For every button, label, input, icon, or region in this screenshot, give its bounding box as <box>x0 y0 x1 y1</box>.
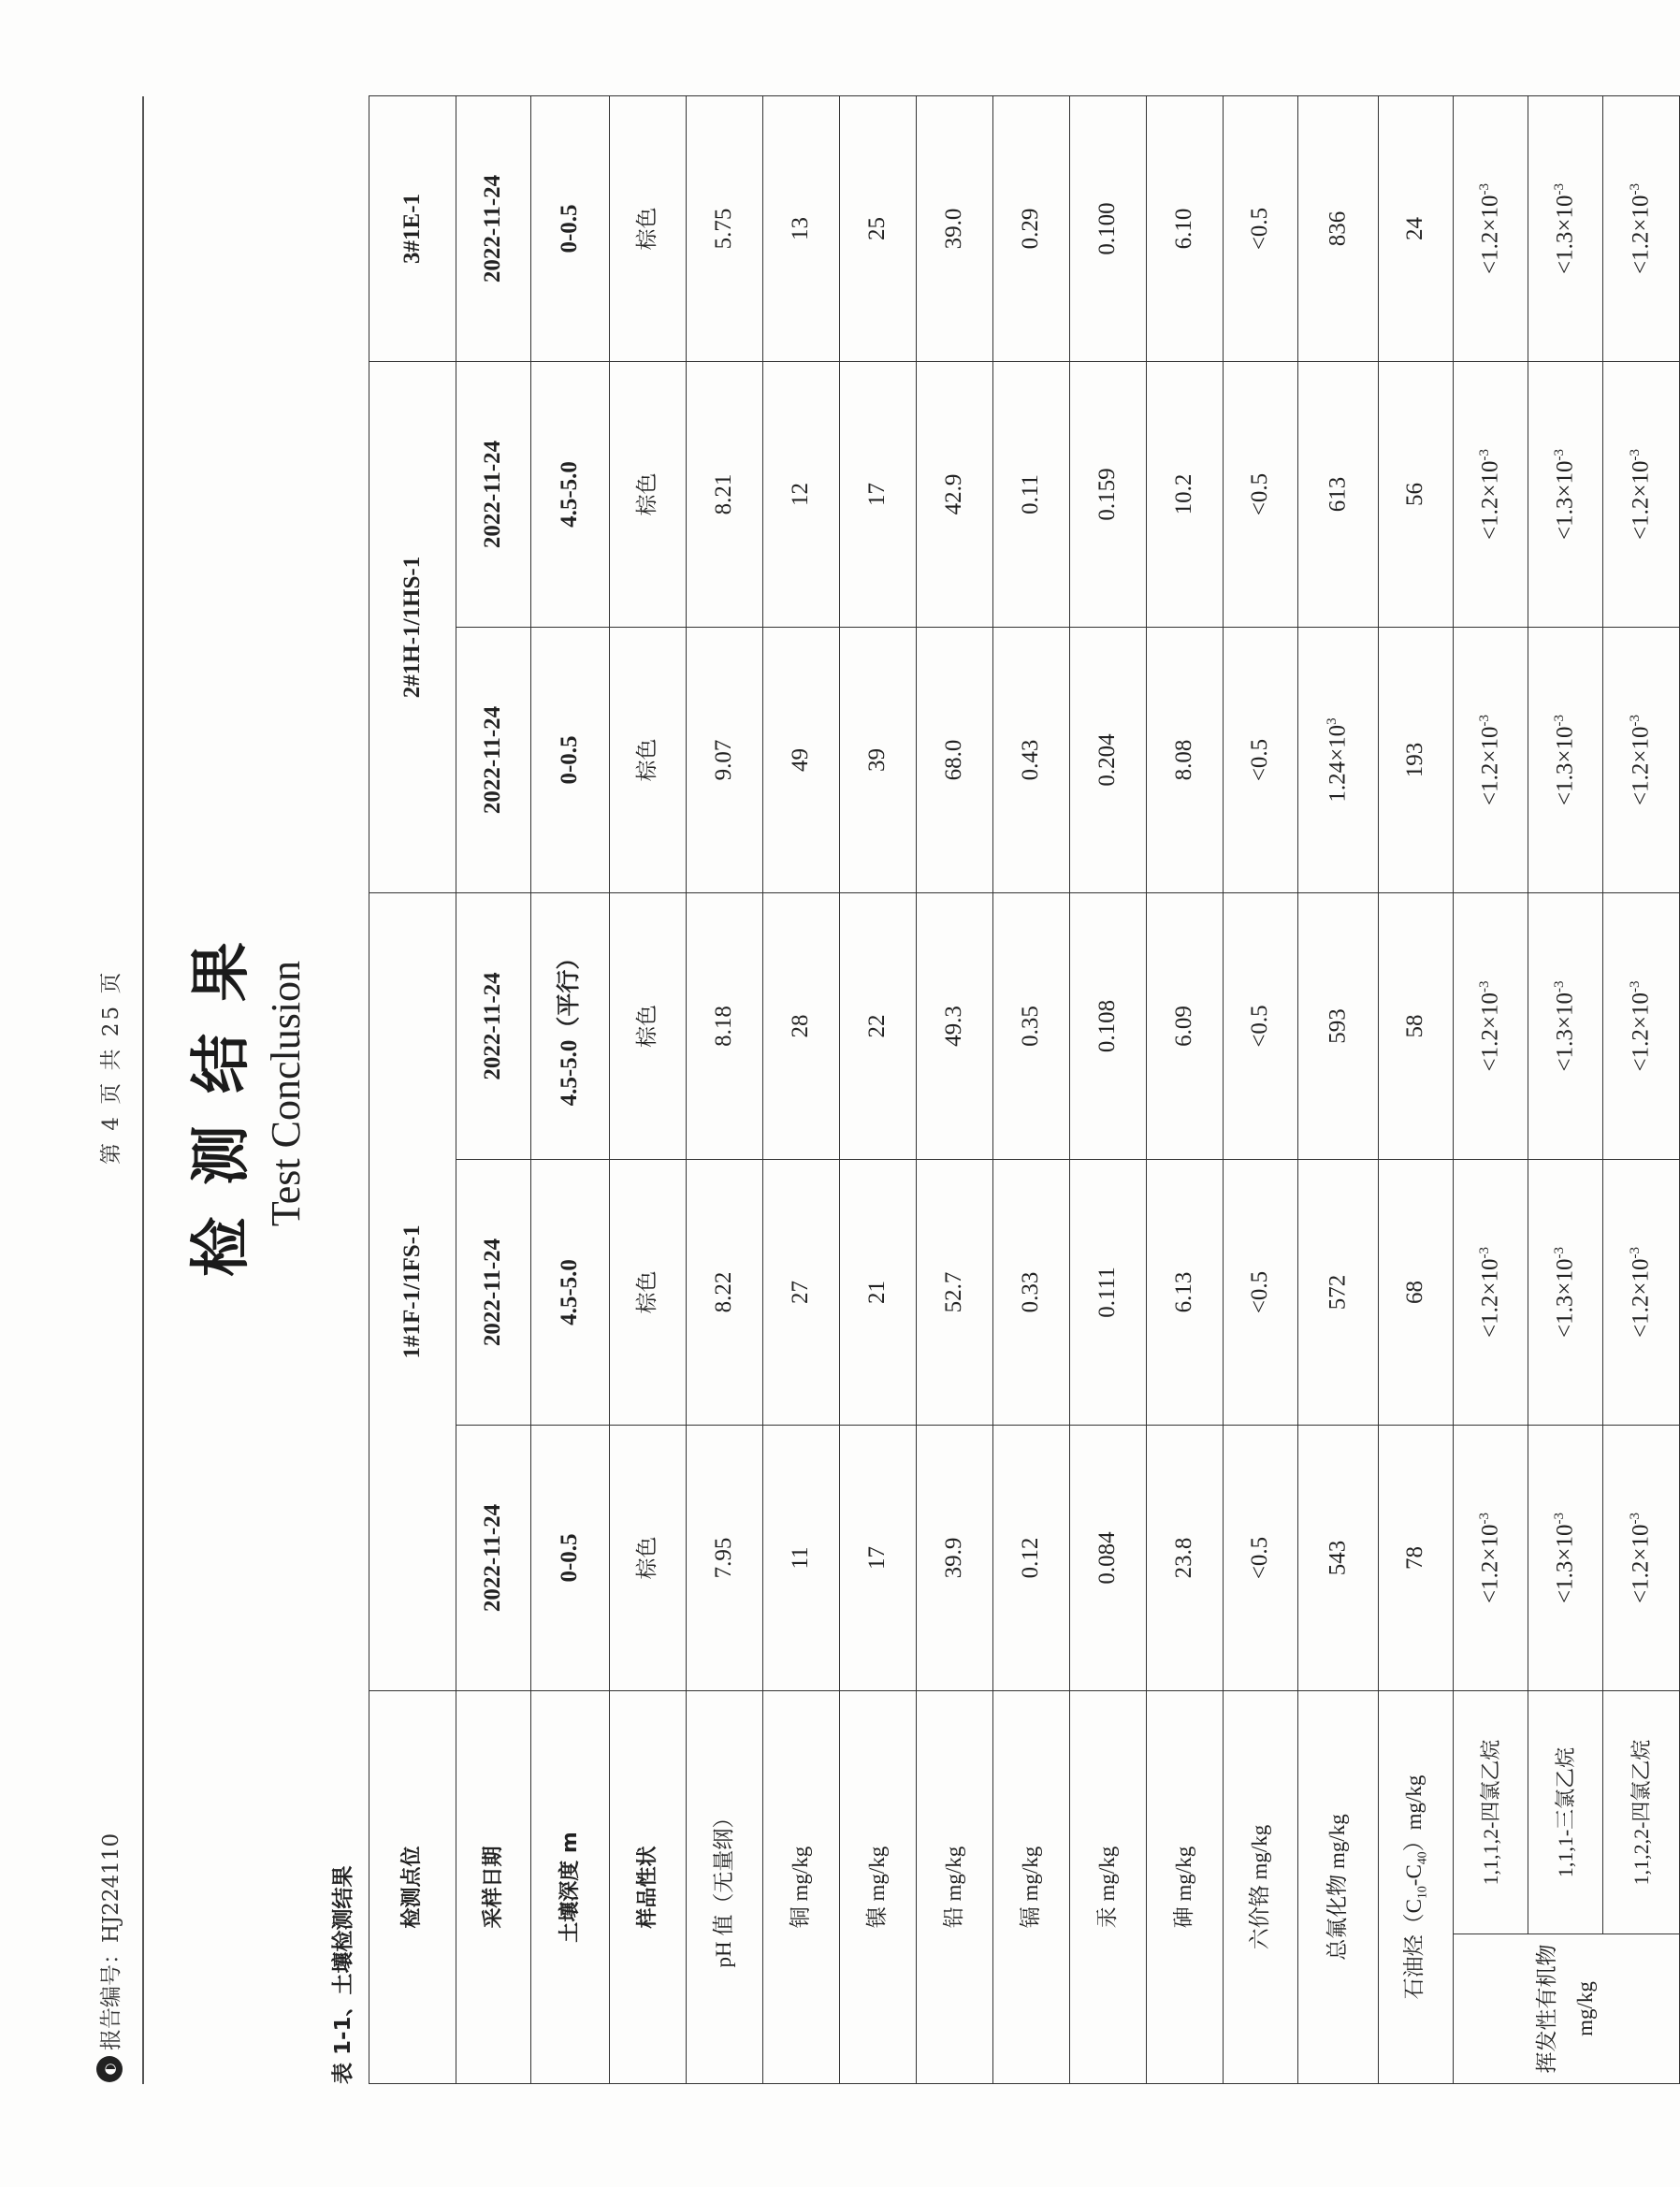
report-number <box>94 1833 124 2082</box>
cell-value: 49 <box>763 627 840 892</box>
table-row <box>1298 95 1379 2083</box>
cell-value: $<1.2\times 10^{-3}$ <box>1603 1425 1680 1690</box>
table-row <box>610 95 687 2083</box>
cell-value: 0.100 <box>1070 95 1147 361</box>
cell-value: 27 <box>763 1159 840 1425</box>
cell-value: 棕色 <box>610 627 687 892</box>
group-header: 3#1E-1 <box>369 95 456 361</box>
soil-results-table <box>369 95 1680 2084</box>
cell-value: $<1.2\times 10^{-3}$ <box>1603 1159 1680 1425</box>
report-number-text: 报告编号：HJ224110 <box>99 1832 123 2050</box>
cell-value: 58 <box>1379 892 1454 1159</box>
cell-value: 24 <box>1379 95 1454 361</box>
cell-value: $<1.2\times 10^{-3}$ <box>1603 361 1680 627</box>
row-label: 铅 mg/kg <box>917 1690 993 2083</box>
cell-value: 2022-11-24 <box>456 1159 531 1425</box>
cell-value: 23.8 <box>1147 1425 1224 1690</box>
cell-value: 17 <box>840 361 917 627</box>
table-row <box>917 95 993 2083</box>
table-row <box>1070 95 1147 2083</box>
group-header-label: 检测点位 <box>369 1690 456 2083</box>
cell-value: 棕色 <box>610 1159 687 1425</box>
cell-value: 0.12 <box>993 1425 1070 1690</box>
cell-value: 4.5-5.0 <box>531 361 610 627</box>
cell-value: 78 <box>1379 1425 1454 1690</box>
cell-value: <0.5 <box>1224 892 1298 1159</box>
cell-value: 52.7 <box>917 1159 993 1425</box>
cell-value: 2022-11-24 <box>456 627 531 892</box>
row-label: 六价铬 mg/kg <box>1224 1690 1298 2083</box>
table-row <box>1454 95 1528 2083</box>
row-label: 砷 mg/kg <box>1147 1690 1224 2083</box>
cell-value: 28 <box>763 892 840 1159</box>
cell-value: $<1.2\times 10^{-3}$ <box>1454 627 1528 892</box>
cell-value: 68.0 <box>917 627 993 892</box>
page-title: 检测结果 <box>186 910 256 1277</box>
row-label: 土壤深度 m <box>531 1690 610 2083</box>
cell-value: 2022-11-24 <box>456 95 531 361</box>
cell-value: 17 <box>840 1425 917 1690</box>
row-label: 1,1,1,2-四氯乙烷 <box>1454 1690 1528 1934</box>
cell-value: 11 <box>763 1425 840 1690</box>
cell-value: 9.07 <box>687 627 763 892</box>
cell-value: $<1.3\times 10^{-3}$ <box>1528 1425 1603 1690</box>
cell-value: $<1.2\times 10^{-3}$ <box>1603 892 1680 1159</box>
cell-value: 613 <box>1298 361 1379 627</box>
cell-value: $<1.3\times 10^{-3}$ <box>1528 95 1603 361</box>
table-row <box>1147 95 1224 2083</box>
cell-value: <0.5 <box>1224 361 1298 627</box>
row-label: 铜 mg/kg <box>763 1690 840 2083</box>
cell-value: $<1.3\times 10^{-3}$ <box>1528 892 1603 1159</box>
cell-value: <0.5 <box>1224 95 1298 361</box>
cell-value: 39.0 <box>917 95 993 361</box>
table-row <box>1603 95 1680 2083</box>
cell-value: 2022-11-24 <box>456 1425 531 1690</box>
cell-value: 4.5-5.0 <box>531 1159 610 1425</box>
group-header: 2#1H-1/1HS-1 <box>369 361 456 892</box>
row-label: pH 值（无量纲） <box>687 1690 763 2083</box>
cell-value: <0.5 <box>1224 1159 1298 1425</box>
cell-value: 68 <box>1379 1159 1454 1425</box>
cell-value: 8.18 <box>687 892 763 1159</box>
cell-value: 0-0.5 <box>531 627 610 892</box>
cell-value: $<1.3\times 10^{-3}$ <box>1528 361 1603 627</box>
table-caption: 表 1-1、土壤检测结果 <box>331 1865 355 2084</box>
cell-value: 0.29 <box>993 95 1070 361</box>
cell-value: 22 <box>840 892 917 1159</box>
cell-value: 2022-11-24 <box>456 892 531 1159</box>
cell-value: $<1.2\times 10^{-3}$ <box>1454 95 1528 361</box>
cell-value: 棕色 <box>610 95 687 361</box>
table-row <box>1528 95 1603 2083</box>
cell-value: 21 <box>840 1159 917 1425</box>
cell-value: 棕色 <box>610 892 687 1159</box>
cell-value: 0.35 <box>993 892 1070 1159</box>
cell-value: 0.43 <box>993 627 1070 892</box>
cell-value: 572 <box>1298 1159 1379 1425</box>
row-label: 镉 mg/kg <box>993 1690 1070 2083</box>
cell-value: 8.21 <box>687 361 763 627</box>
cell-value: 10.2 <box>1147 361 1224 627</box>
table-row <box>531 95 610 2083</box>
table-row <box>1224 95 1298 2083</box>
cell-value: 13 <box>763 95 840 361</box>
company-logo-icon: ◐ <box>96 2056 123 2082</box>
header-divider <box>142 96 144 2084</box>
voc-category-label: 挥发性有机物 mg/kg <box>1454 1934 1680 2084</box>
cell-value: $<1.2\times 10^{-3}$ <box>1454 1159 1528 1425</box>
cell-value: 0-0.5 <box>531 1425 610 1690</box>
group-header: 1#1F-1/1FS-1 <box>369 892 456 1690</box>
cell-value: $<1.2\times 10^{-3}$ <box>1454 361 1528 627</box>
cell-value: 0.084 <box>1070 1425 1147 1690</box>
row-label: 石油烃$(C_{10}-C_{40})mg/kg$ <box>1379 1690 1454 2083</box>
cell-value: $<1.3\times 10^{-3}$ <box>1528 1159 1603 1425</box>
cell-value: 12 <box>763 361 840 627</box>
cell-value: 39.9 <box>917 1425 993 1690</box>
row-label: 1,1,1-三氯乙烷 <box>1528 1690 1603 1934</box>
cell-value: 0.11 <box>993 361 1070 627</box>
cell-value: $<1.3\times 10^{-3}$ <box>1528 627 1603 892</box>
page-number: 第 4 页 共 25 页 <box>99 969 123 1165</box>
cell-value: 0.204 <box>1070 627 1147 892</box>
table-row <box>840 95 917 2083</box>
cell-value: $<1.2\times 10^{-3}$ <box>1454 1425 1528 1690</box>
cell-value: 42.9 <box>917 361 993 627</box>
cell-value: 8.22 <box>687 1159 763 1425</box>
cell-value: 8.08 <box>1147 627 1224 892</box>
row-label: 总氟化物 mg/kg <box>1298 1690 1379 2083</box>
cell-value: 6.10 <box>1147 95 1224 361</box>
cell-value: 4.5-5.0（平行） <box>531 892 610 1159</box>
cell-value: 49.3 <box>917 892 993 1159</box>
cell-value: 56 <box>1379 361 1454 627</box>
cell-value: 0.108 <box>1070 892 1147 1159</box>
cell-value: $<1.2\times 10^{-3}$ <box>1603 627 1680 892</box>
cell-value: 6.09 <box>1147 892 1224 1159</box>
cell-value: 棕色 <box>610 1425 687 1690</box>
table-row <box>993 95 1070 2083</box>
cell-value: 2022-11-24 <box>456 361 531 627</box>
row-label: 样品性状 <box>610 1690 687 2083</box>
cell-value: 6.13 <box>1147 1159 1224 1425</box>
row-label: 采样日期 <box>456 1690 531 2083</box>
cell-value: 棕色 <box>610 361 687 627</box>
cell-value: 7.95 <box>687 1425 763 1690</box>
row-label: 汞 mg/kg <box>1070 1690 1147 2083</box>
row-label: 镍 mg/kg <box>840 1690 917 2083</box>
table-row <box>763 95 840 2083</box>
cell-value: 0-0.5 <box>531 95 610 361</box>
cell-value: 0.33 <box>993 1159 1070 1425</box>
cell-value: 25 <box>840 95 917 361</box>
row-label: 1,1,2,2-四氯乙烷 <box>1603 1690 1680 1934</box>
cell-value: 0.111 <box>1070 1159 1147 1425</box>
cell-value: 593 <box>1298 892 1379 1159</box>
cell-value: 0.159 <box>1070 361 1147 627</box>
page-subtitle: Test Conclusion <box>263 960 309 1227</box>
table-row <box>456 95 531 2083</box>
table-row <box>1379 95 1454 2083</box>
cell-value: 543 <box>1298 1425 1379 1690</box>
cell-value: <0.5 <box>1224 1425 1298 1690</box>
cell-value: 193 <box>1379 627 1454 892</box>
cell-value: 39 <box>840 627 917 892</box>
cell-value: $1.24\times 10^3$ <box>1298 627 1379 892</box>
cell-value: <0.5 <box>1224 627 1298 892</box>
cell-value: $<1.2\times 10^{-3}$ <box>1603 95 1680 361</box>
table-row <box>687 95 763 2083</box>
table-row <box>369 95 456 2083</box>
cell-value: $<1.2\times 10^{-3}$ <box>1454 892 1528 1159</box>
cell-value: 5.75 <box>687 95 763 361</box>
cell-value: 836 <box>1298 95 1379 361</box>
